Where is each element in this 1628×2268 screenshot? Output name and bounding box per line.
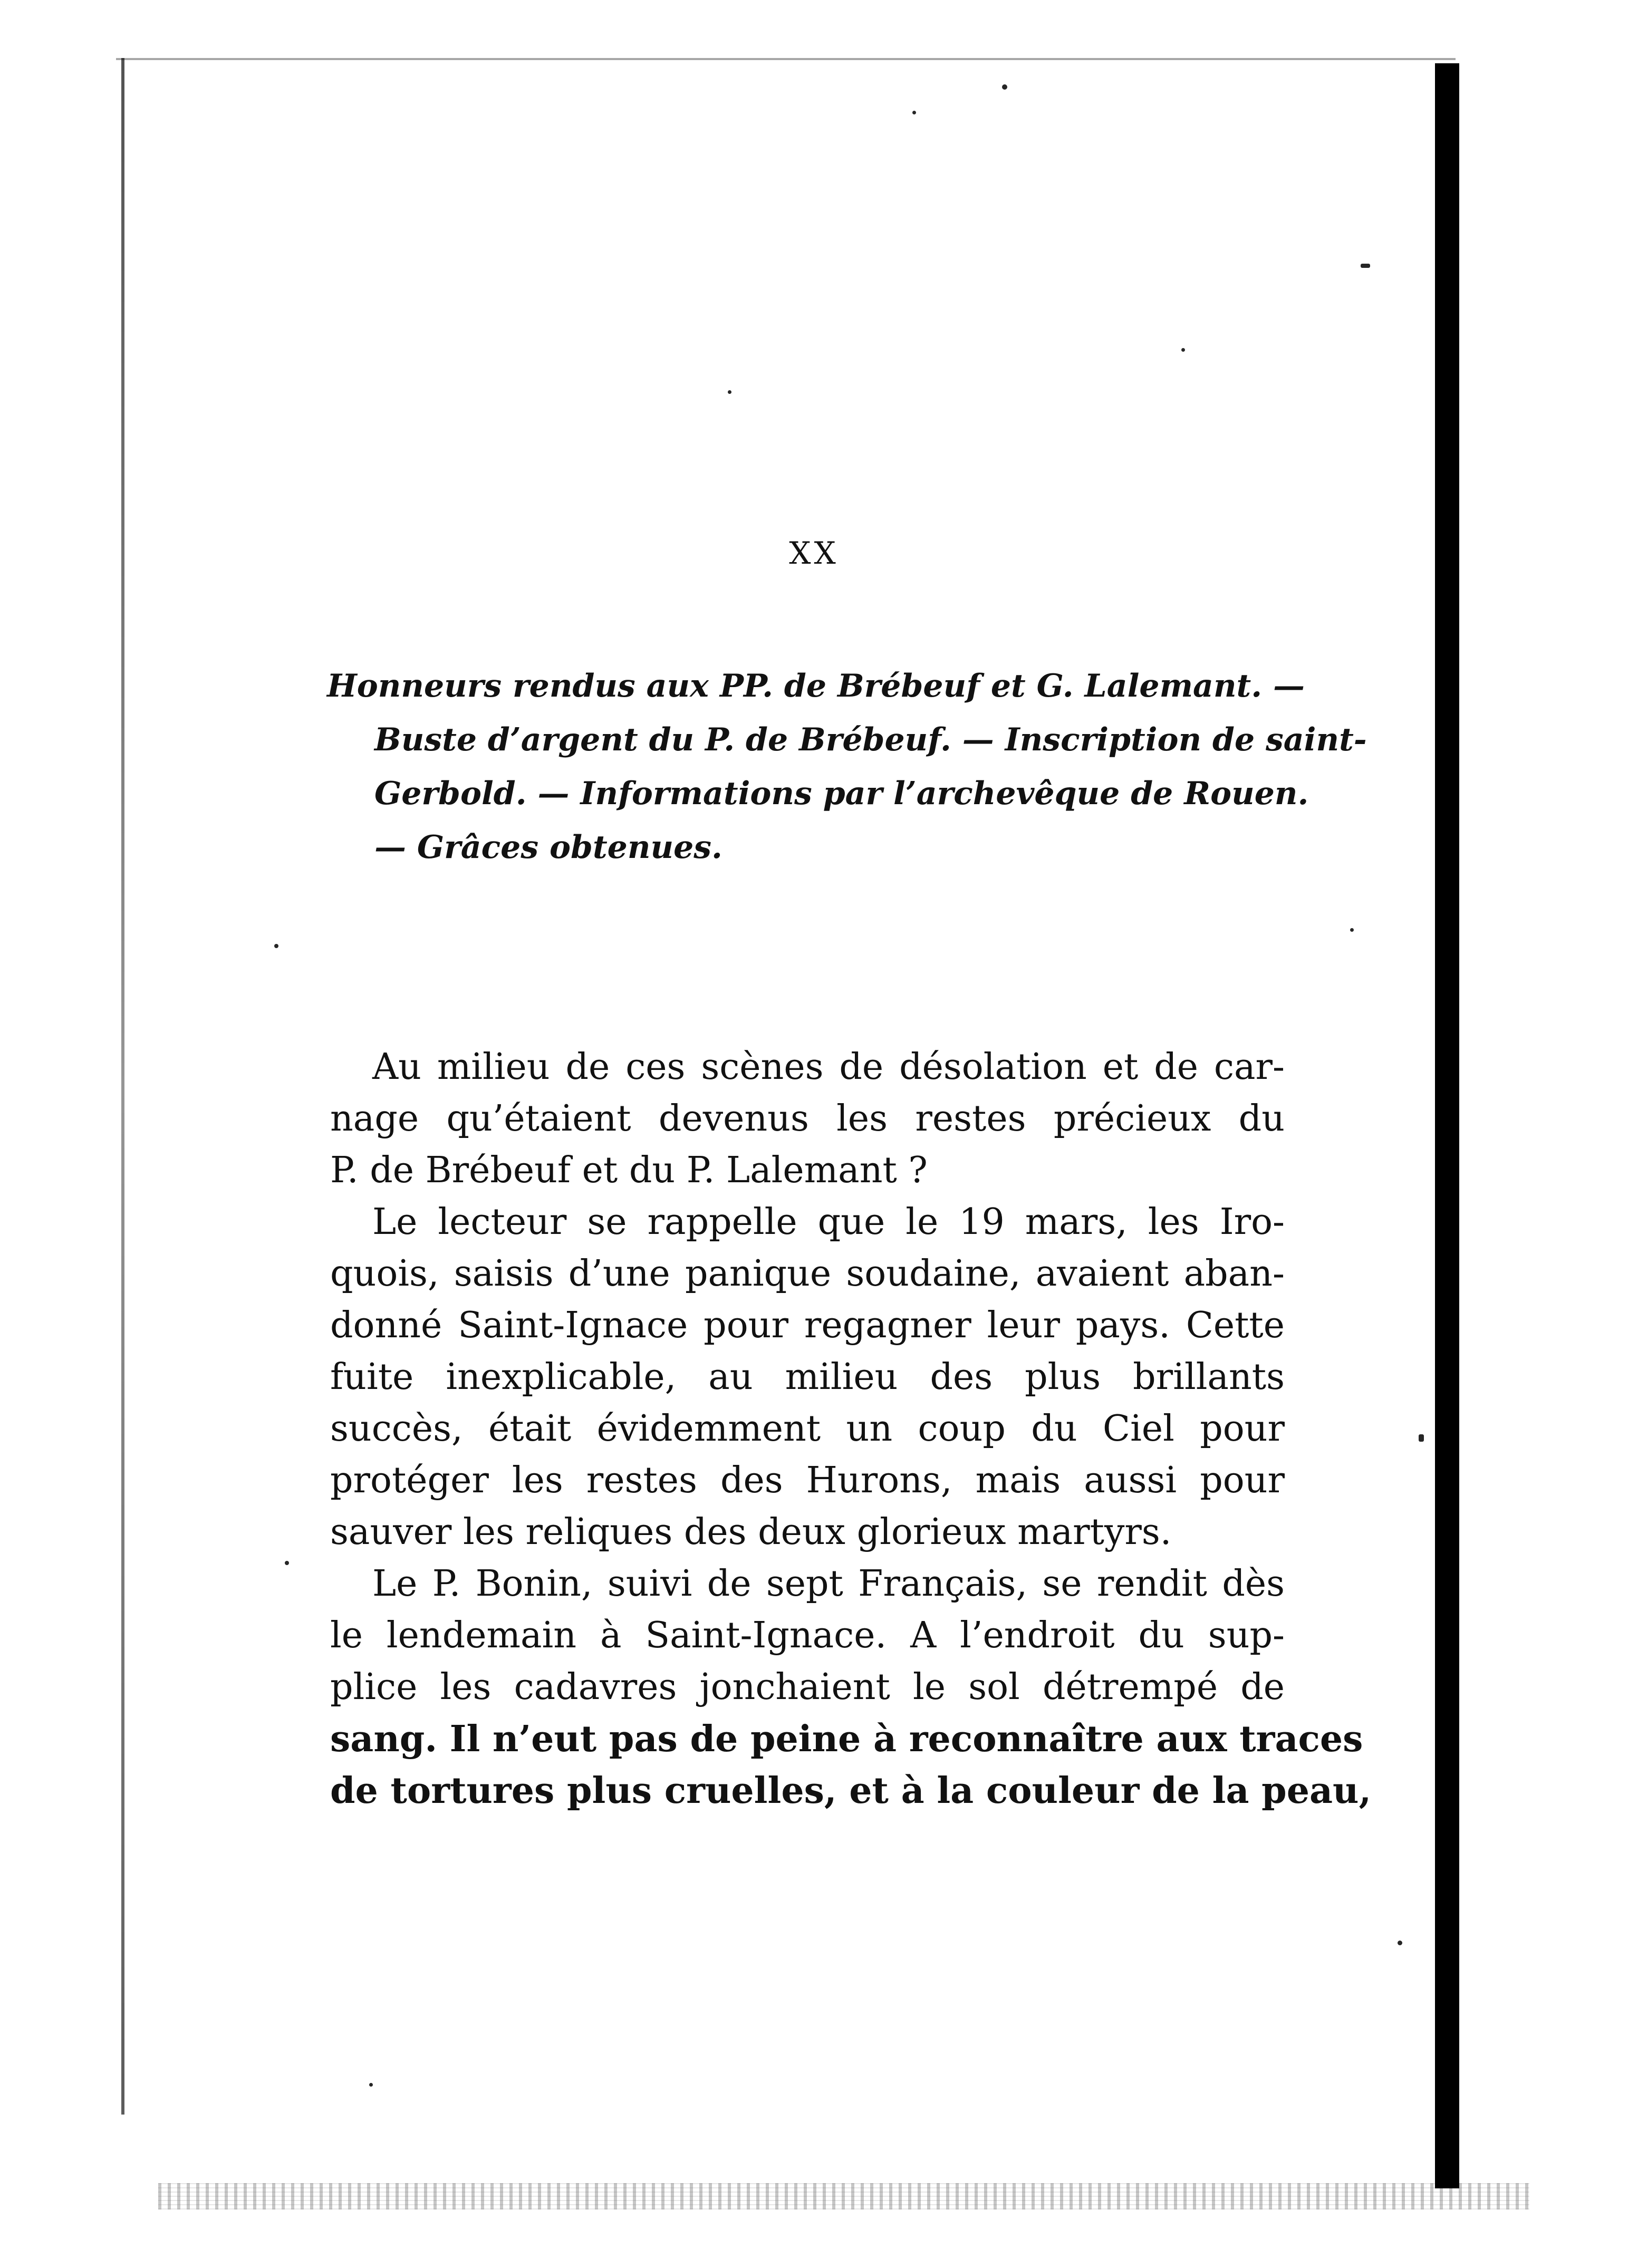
scan-speck bbox=[1002, 84, 1007, 90]
body-line: le lendemain à Saint-Ignace. A l’endroit du sup- bbox=[330, 1615, 1285, 1656]
body-line: nage qu’étaient devenus les restes précieux du bbox=[330, 1098, 1285, 1140]
summary-line: — Grâces obtenues. bbox=[374, 829, 723, 866]
body-line: protéger les restes des Hurons, mais aussi pour bbox=[330, 1460, 1285, 1501]
body-line: quois, saisis d’une panique soudaine, avaient aban- bbox=[330, 1253, 1285, 1295]
summary-line: Buste d’argent du P. de Brébeuf. — Inscription de saint- bbox=[374, 721, 1367, 758]
scan-speck bbox=[1419, 1434, 1424, 1442]
scan-top-edge bbox=[116, 58, 1456, 60]
chapter-number: XX bbox=[789, 535, 839, 571]
scan-bottom-noise bbox=[158, 2183, 1529, 2209]
body-line: donné Saint-Ignace pour regagner leur pays. Cette bbox=[330, 1305, 1285, 1346]
body-line: de tortures plus cruelles, et à la couleur de la peau, bbox=[330, 1770, 1372, 1812]
body-line: succès, était évidemment un coup du Ciel pour bbox=[330, 1408, 1285, 1450]
body-line: fuite inexplicable, au milieu des plus brillants bbox=[330, 1356, 1285, 1398]
scan-speck bbox=[285, 1561, 289, 1565]
scan-speck bbox=[1181, 348, 1185, 352]
scan-left-edge bbox=[121, 58, 124, 2115]
summary-line: Gerbold. — Informations par l’archevêque de Rouen. bbox=[374, 775, 1309, 812]
body-line: Au milieu de ces scènes de désolation et de car- bbox=[372, 1046, 1285, 1088]
scan-speck bbox=[369, 2083, 373, 2087]
scan-right-rule bbox=[1435, 63, 1459, 2188]
body-text bbox=[330, 1041, 1372, 1817]
body-line: plice les cadavres jonchaient le sol détrempé de bbox=[330, 1666, 1285, 1708]
scan-speck bbox=[1361, 264, 1370, 268]
scan-speck bbox=[274, 944, 278, 948]
body-line: sang. Il n’eut pas de peine à reconnaître aux traces bbox=[330, 1718, 1363, 1760]
scan-speck bbox=[728, 390, 731, 394]
scan-speck bbox=[912, 111, 916, 114]
summary-line: Honneurs rendus aux PP. de Brébeuf et G. Lalemant. — bbox=[327, 668, 1305, 704]
chapter-summary bbox=[327, 659, 1367, 874]
scan-speck bbox=[1398, 1941, 1402, 1945]
body-line: Le lecteur se rappelle que le 19 mars, les Iro- bbox=[372, 1201, 1285, 1243]
scan-speck bbox=[1350, 928, 1354, 932]
body-line: sauver les reliques des deux glorieux martyrs. bbox=[330, 1511, 1172, 1553]
body-line: Le P. Bonin, suivi de sept Français, se rendit dès bbox=[372, 1563, 1285, 1605]
body-line: P. de Brébeuf et du P. Lalemant ? bbox=[330, 1150, 928, 1191]
